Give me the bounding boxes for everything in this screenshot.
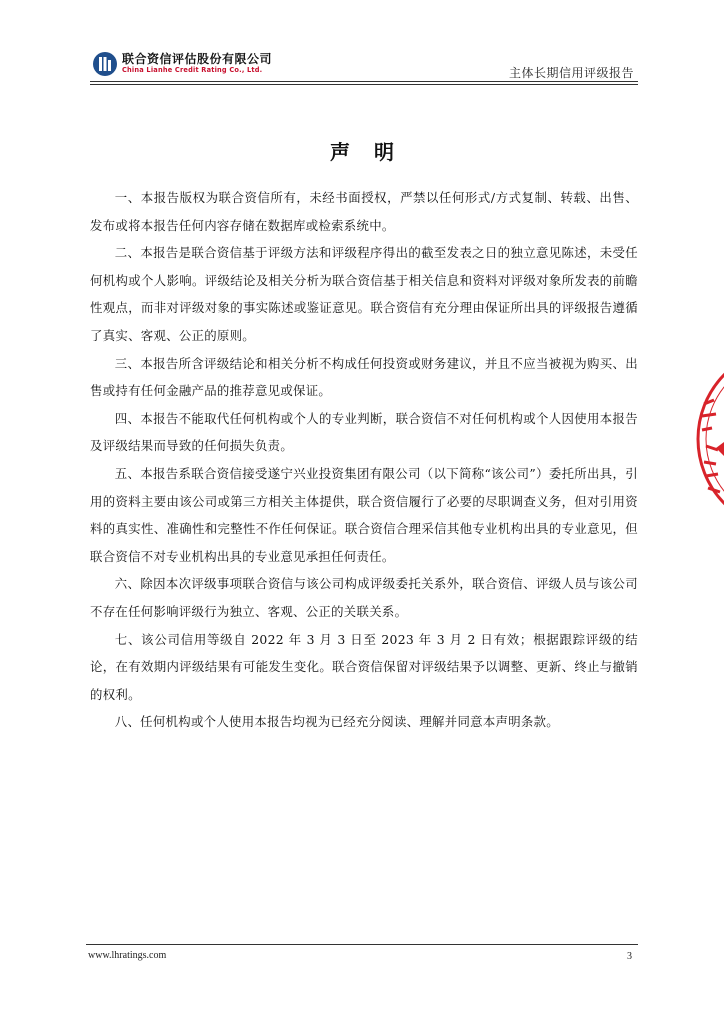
header-divider-thick	[90, 84, 638, 85]
statement-paragraph-1: 一、本报告版权为联合资信所有，未经书面授权，严禁以任何形式/方式复制、转载、出售、发布或将本报告任何内容存储在数据库或检索系统中。	[90, 190, 638, 233]
statement-paragraph-8: 八、任何机构或个人使用本报告均视为已经充分阅读、理解并同意本声明条款。	[114, 714, 559, 730]
statement-paragraph-7: 七、该公司信用等级自 2022 年 3 月 3 日至 2023 年 3 月 2 日有效；根据跟踪评级的结论，在有效期内评级结果有可能发生变化。联合资信保留对评级结果予以调整、更新、终止与撤销的权利。	[90, 631, 638, 702]
footer-divider	[86, 944, 638, 945]
statement-paragraph-5: 五、本报告系联合资信接受遂宁兴业投资集团有限公司（以下简称“该公司”）委托所出具，引用的资料主要由该公司或第三方相关主体提供，联合资信履行了必要的尽职调查义务，但对引用资料的真实性、准确性和完整性不作任何保证。联合资信合理采信其他专业机构出具的专业意见，但联合资信不对专业机构出具的专业意见承担任何责任。	[90, 465, 638, 564]
company-seal-icon	[690, 346, 724, 532]
statement-paragraph-2: 二、本报告是联合资信基于评级方法和评级程序得出的截至发表之日的独立意见陈述，未受任何机构或个人影响。评级结论及相关分析为联合资信基于相关信息和资料对评级对象所发表的前瞻性观点，而非对评级对象的事实陈述或鉴证意见。联合资信有充分理由保证所出具的评级报告遵循了真实、客观、公正的原则。	[90, 245, 638, 343]
company-name-en: China Lianhe Credit Rating Co., Ltd.	[122, 66, 263, 74]
footer-website-link[interactable]: www.lhratings.com	[88, 950, 167, 961]
report-type-label: 主体长期信用评级报告	[508, 66, 634, 80]
page-number: 3	[627, 951, 632, 962]
page-header	[90, 48, 638, 88]
company-logo	[90, 48, 290, 84]
lianhe-logo-icon	[92, 51, 118, 77]
statement-paragraph-6: 六、除因本次评级事项联合资信与该公司构成评级委托关系外，联合资信、评级人员与该公司不存在任何影响评级行为独立、客观、公正的关联关系。	[90, 576, 638, 619]
company-name-cn: 联合资信评估股份有限公司	[122, 52, 273, 66]
statement-paragraph-3: 三、本报告所含评级结论和相关分析不构成任何投资或财务建议，并且不应当被视为购买、出售或持有任何金融产品的推荐意见或保证。	[90, 355, 638, 399]
statement-body	[90, 184, 638, 736]
header-divider	[90, 81, 638, 82]
statement-paragraph-4: 四、本报告不能取代任何机构或个人的专业判断，联合资信不对任何机构或个人因使用本报告及评级结果而导致的任何损失负责。	[90, 410, 638, 454]
page-title: 声明	[330, 140, 418, 164]
